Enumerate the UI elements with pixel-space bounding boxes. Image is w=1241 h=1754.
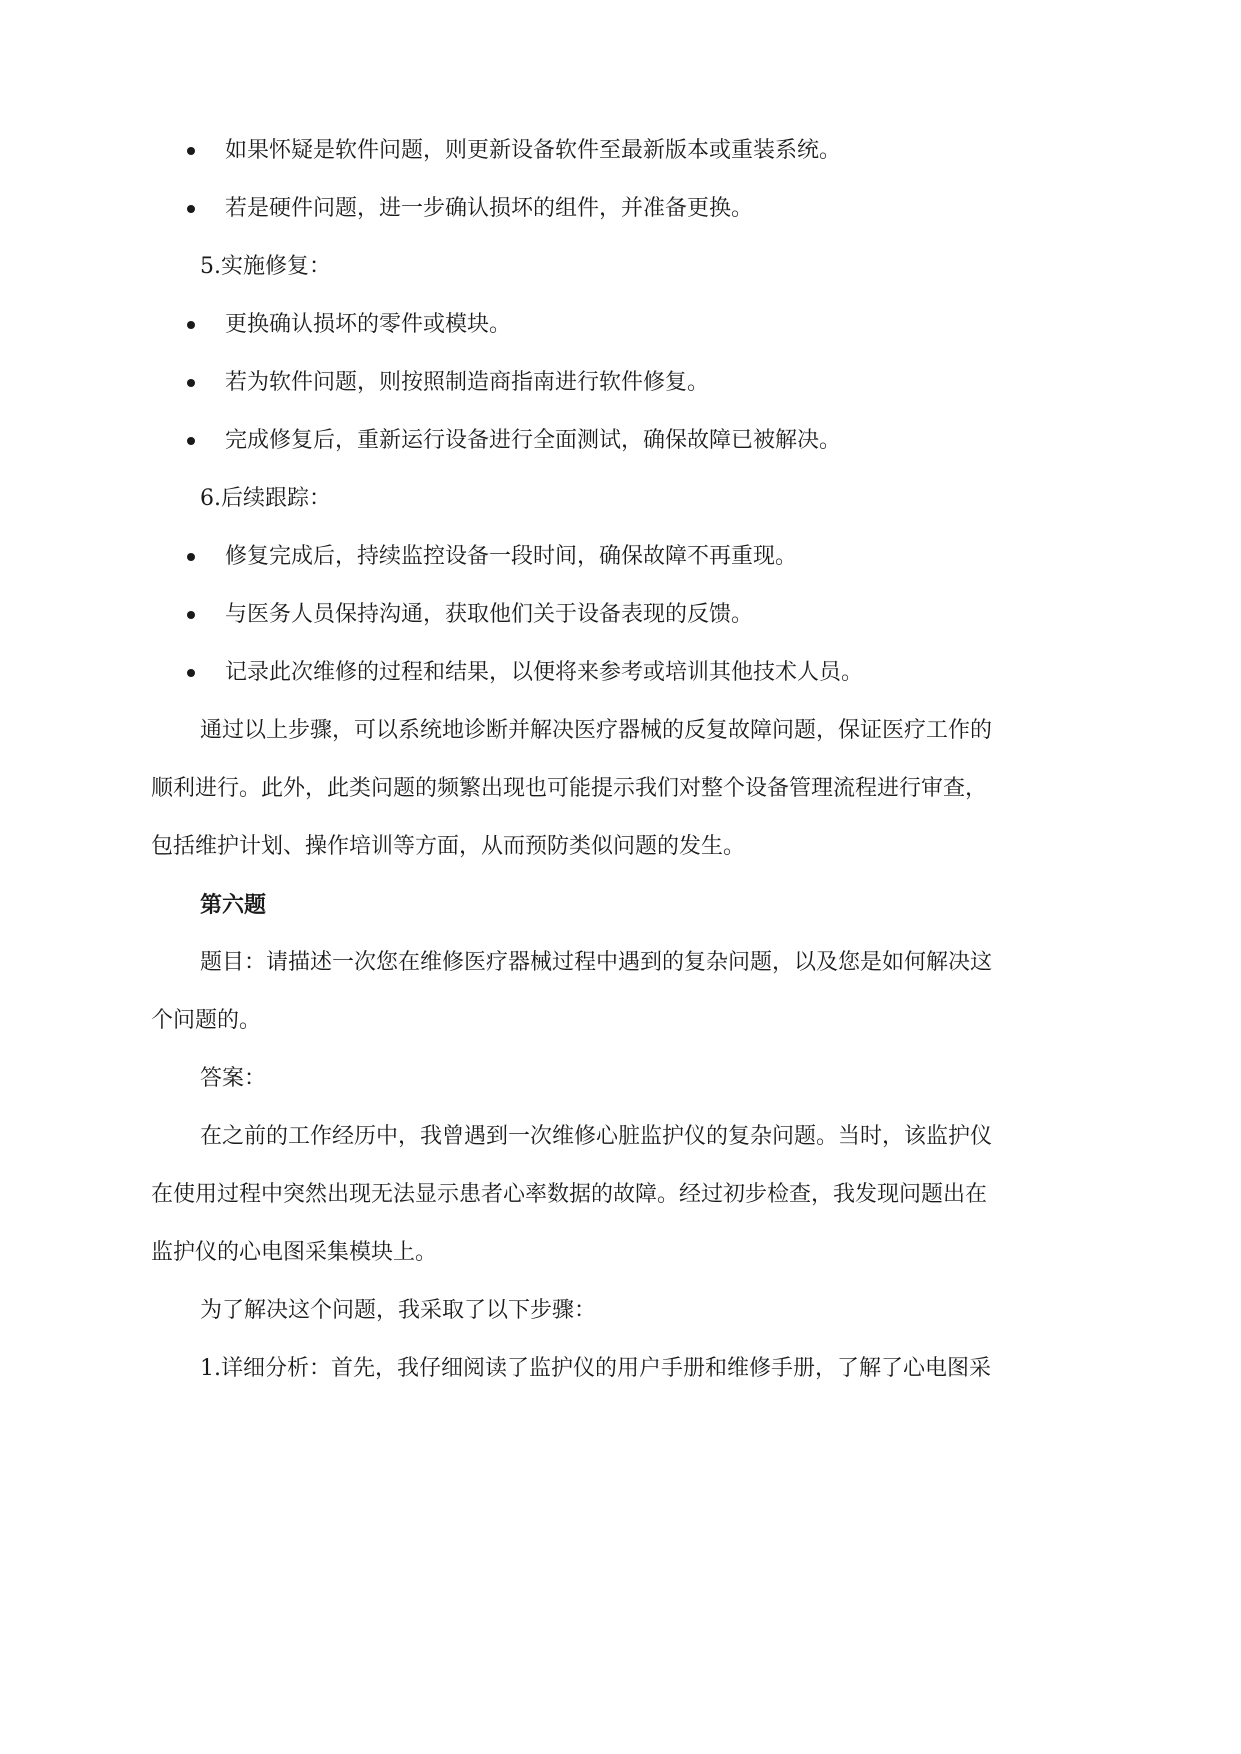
bullet-icon — [187, 379, 195, 387]
list-item-text: 更换确认损坏的零件或模块。 — [225, 312, 512, 337]
list-item-text: 如果怀疑是软件问题，则更新设备软件至最新版本或重装系统。 — [225, 138, 842, 163]
question-title: 第六题 — [200, 892, 267, 918]
answer-label: 答案： — [200, 1066, 267, 1091]
section-heading: 6.后续跟踪： — [200, 486, 331, 511]
bullet-icon — [187, 437, 195, 445]
bullet-icon — [187, 553, 195, 561]
answer-line: 在之前的工作经历中，我曾遇到一次维修心脏监护仪的复杂问题。当时，该监护仪 — [200, 1124, 993, 1149]
paragraph-line: 顺利进行。此外，此类问题的频繁出现也可能提示我们对整个设备管理流程进行审查， — [151, 776, 988, 801]
list-item — [187, 305, 1087, 345]
bullet-icon — [187, 147, 195, 155]
list-item-text: 与医务人员保持沟通，获取他们关于设备表现的反馈。 — [225, 602, 754, 627]
list-item — [187, 363, 1087, 403]
list-item — [187, 595, 1087, 635]
bullet-icon — [187, 205, 195, 213]
list-item-text: 若是硬件问题，进一步确认损坏的组件，并准备更换。 — [225, 196, 754, 221]
list-item — [187, 537, 1087, 577]
bullet-icon — [187, 321, 195, 329]
list-item — [187, 131, 1087, 171]
bullet-icon — [187, 669, 195, 677]
list-item-text: 完成修复后，重新运行设备进行全面测试，确保故障已被解决。 — [225, 428, 842, 453]
paragraph-line: 通过以上步骤，可以系统地诊断并解决医疗器械的反复故障问题，保证医疗工作的 — [200, 718, 993, 743]
list-item — [187, 189, 1087, 229]
steps-intro: 为了解决这个问题，我采取了以下步骤： — [200, 1298, 597, 1323]
list-item-text: 修复完成后，持续监控设备一段时间，确保故障不再重现。 — [225, 544, 798, 569]
answer-line: 在使用过程中突然出现无法显示患者心率数据的故障。经过初步检查，我发现问题出在 — [151, 1182, 988, 1207]
step-line: 1.详细分析：首先，我仔细阅读了监护仪的用户手册和维修手册，了解了心电图采 — [200, 1356, 991, 1381]
list-item — [187, 421, 1087, 461]
question-line: 题目：请描述一次您在维修医疗器械过程中遇到的复杂问题，以及您是如何解决这 — [200, 950, 993, 975]
section-heading: 5.实施修复： — [200, 254, 331, 279]
paragraph-line: 包括维护计划、操作培训等方面，从而预防类似问题的发生。 — [151, 834, 746, 859]
list-item — [187, 653, 1087, 693]
bullet-icon — [187, 611, 195, 619]
list-item-text: 若为软件问题，则按照制造商指南进行软件修复。 — [225, 370, 710, 395]
question-line: 个问题的。 — [151, 1008, 262, 1033]
answer-line: 监护仪的心电图采集模块上。 — [151, 1240, 438, 1265]
list-item-text: 记录此次维修的过程和结果，以便将来参考或培训其他技术人员。 — [225, 660, 864, 685]
